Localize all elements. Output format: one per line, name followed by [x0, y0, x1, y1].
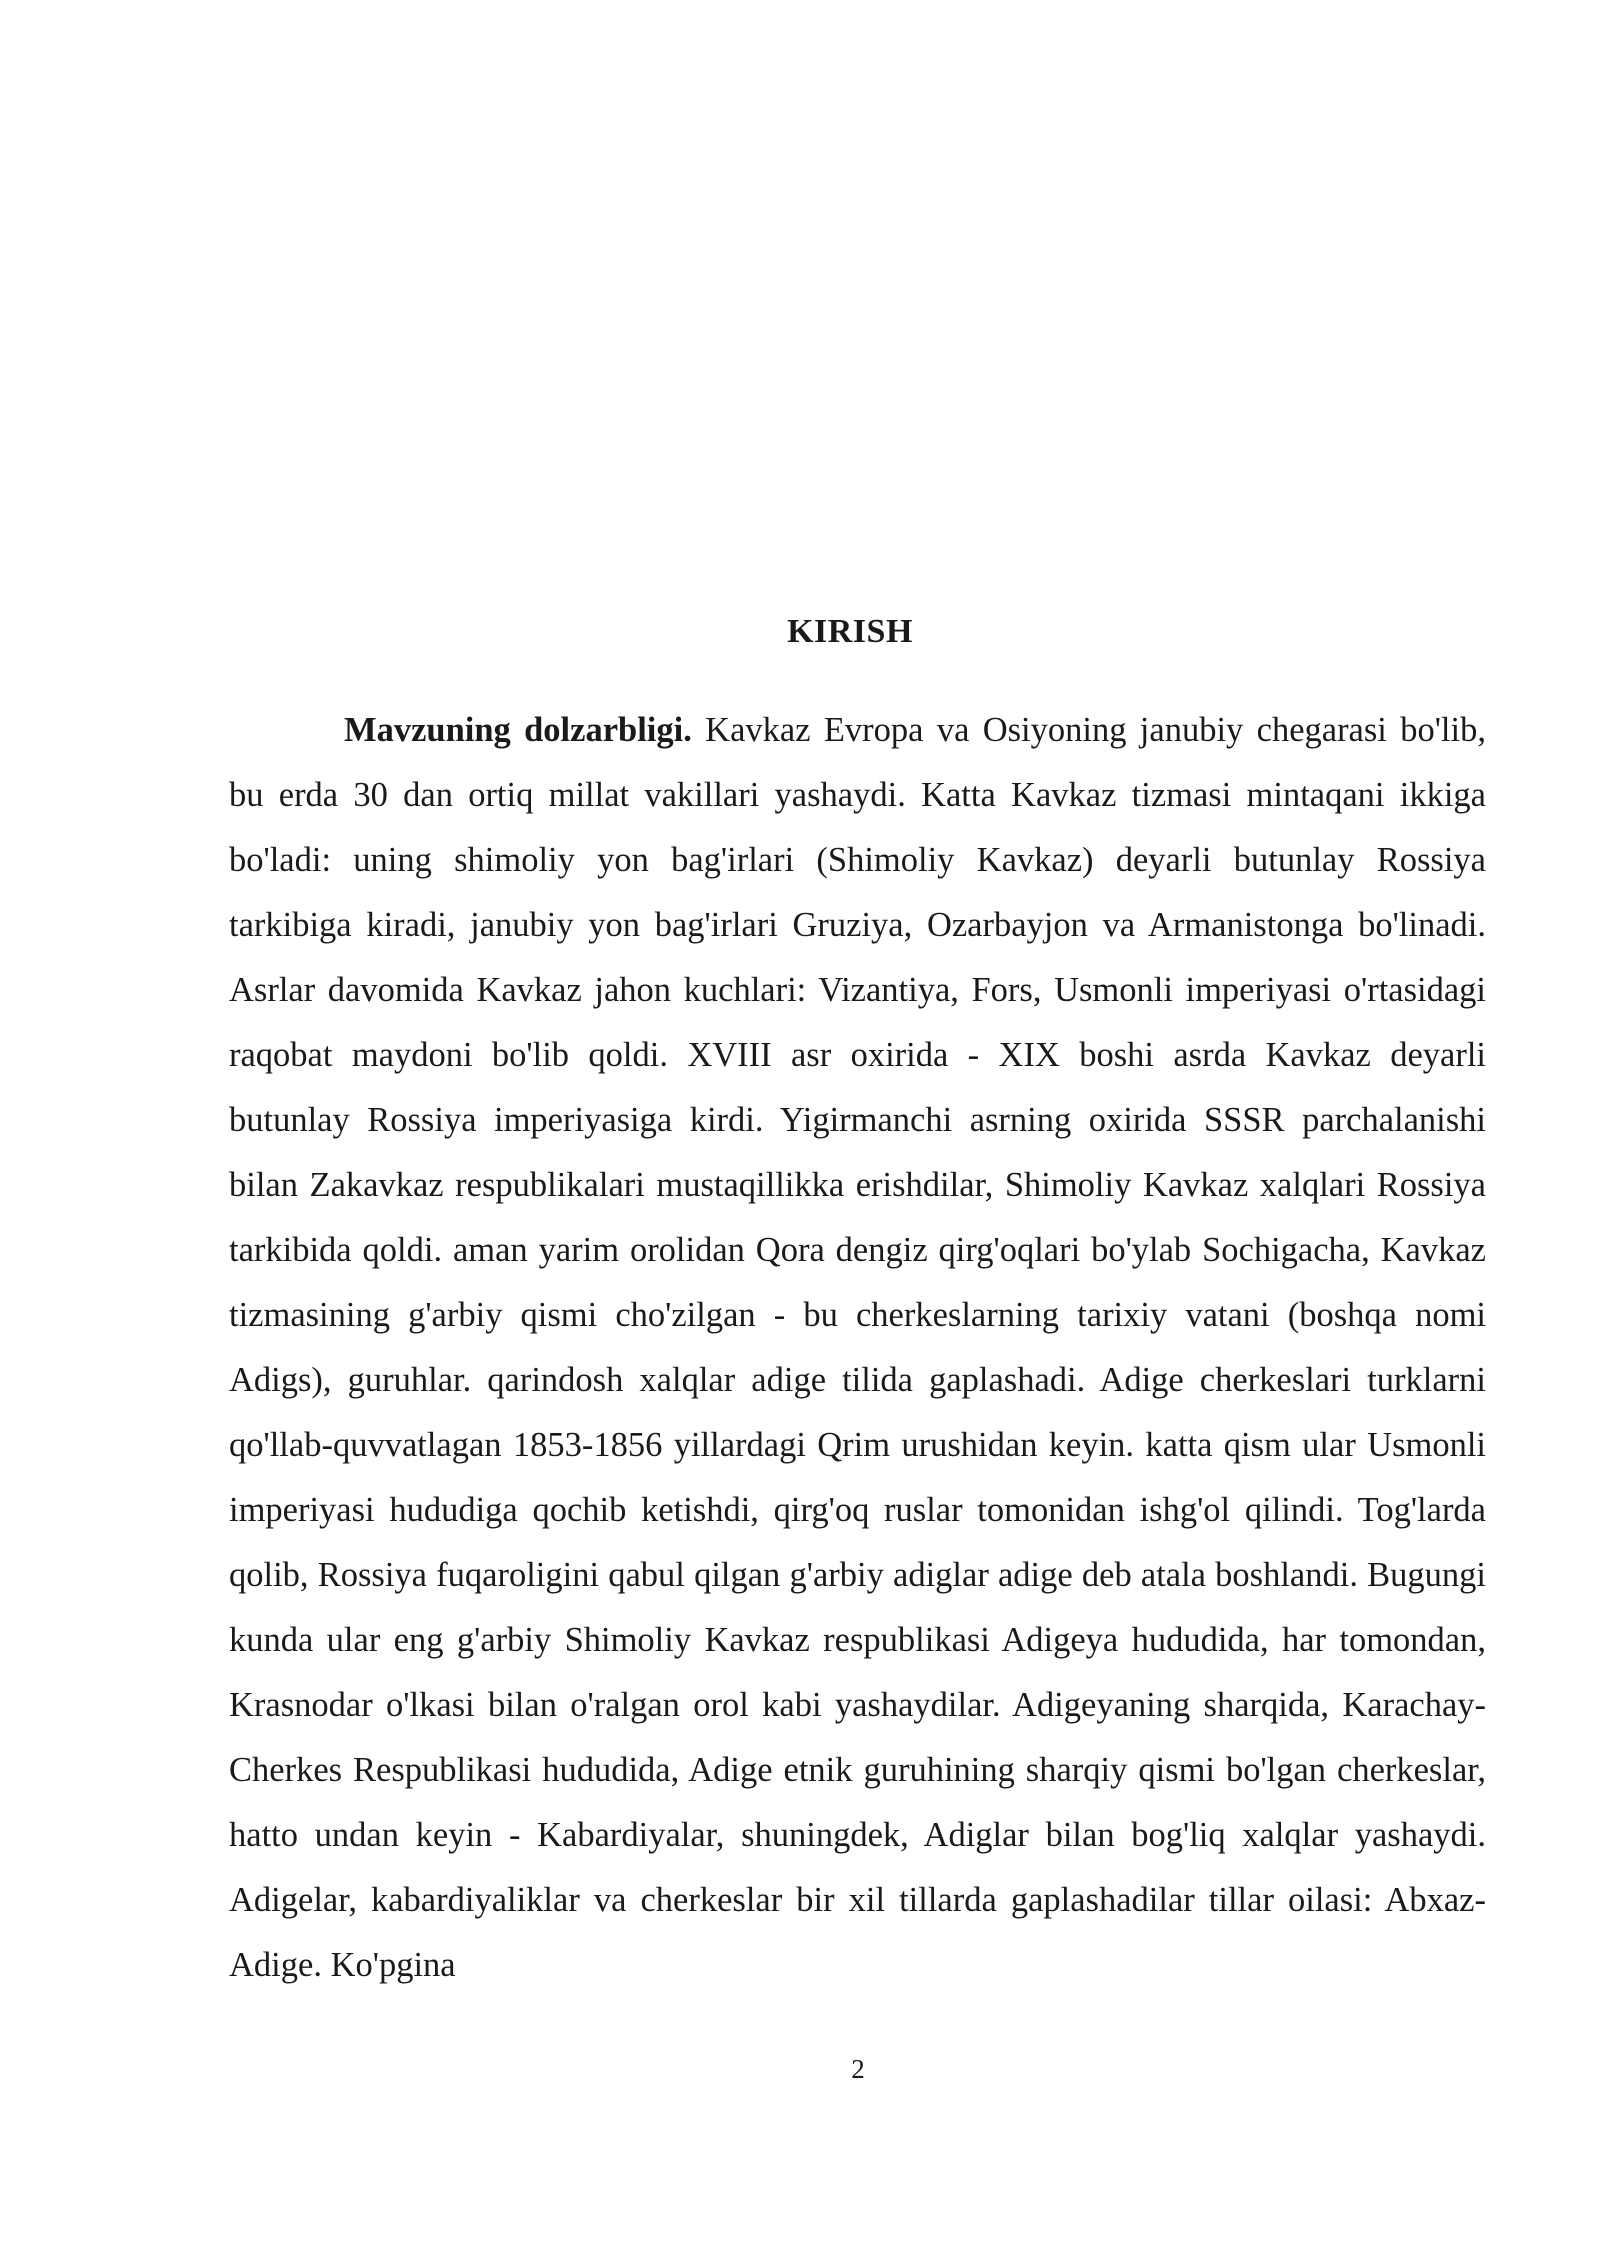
- paragraph-lead: Mavzuning dolzarbligi.: [344, 711, 692, 749]
- paragraph-text: Kavkaz Evropa va Osiyoning janubiy chegarasi bo'lib, bu erda 30 dan ortiq millat vakillari yashaydi. Katta Kavkaz tizmasi mintaqani ikkiga bo'ladi: uning shimoliy yon bag'irlari (Shimoliy Kavkaz) deyarli butunlay Rossiya tarkibiga kiradi, janubiy yon bag'irlari Gruziya, Ozarbayjon va Armanistonga bo'linadi. Asrlar davomida Kavkaz jahon kuchlari: Vizantiya, Fors, Usmonli imperiyasi o'rtasidagi raqobat maydoni bo'lib qoldi. XVIII asr oxirida - XIX boshi asrda Kavkaz deyarli butunlay Rossiya imperiyasiga kirdi. Yigirmanchi asrning oxirida SSSR parchalanishi bilan Zakavkaz respublikalari mustaqillikka erishdilar, Shimoliy Kavkaz xalqlari Rossiya tarkibida qoldi. aman yarim orolidan Qora dengiz qirg'oqlari bo'ylab Sochigacha, Kavkaz tizmasining g'arbiy qismi cho'zilgan - bu cherkeslarning tarixiy vatani (boshqa nomi Adigs), guruhlar. qarindosh xalqlar adige tilida gaplashadi. Adige cherkeslari turklarni qo'llab-quvvatlagan 1853-1856 yillardagi Qrim urushidan keyin. katta qism ular Usmonli imperiyasi hududiga qochib ketishdi, qirg'oq ruslar tomonidan ishg'ol qilindi. Tog'larda qolib, Rossiya fuqaroligini qabul qilgan g'arbiy adiglar adige deb atala boshlandi. Bugungi kunda ular eng g'arbiy Shimoliy Kavkaz respublikasi Adigeya hududida, har tomondan, Krasnodar o'lkasi bilan o'ralgan orol kabi yashaydilar. Adigeyaning sharqida, Karachay-Cherkes Respublikasi hududida, Adige etnik guruhining sharqiy qismi bo'lgan cherkeslar, hatto undan keyin - Kabardiyalar, shuningdek, Adiglar bilan bog'liq xalqlar yashaydi. Adigelar, kabardiyaliklar va cherkeslar bir xil tillarda gaplashadilar tillar oilasi: Abxaz-Adige. Ko'pgina: [229, 711, 1486, 1984]
- page-number: 2: [851, 2054, 865, 2084]
- body-paragraph: [229, 698, 1486, 1998]
- section-heading: KIRISH: [787, 613, 913, 650]
